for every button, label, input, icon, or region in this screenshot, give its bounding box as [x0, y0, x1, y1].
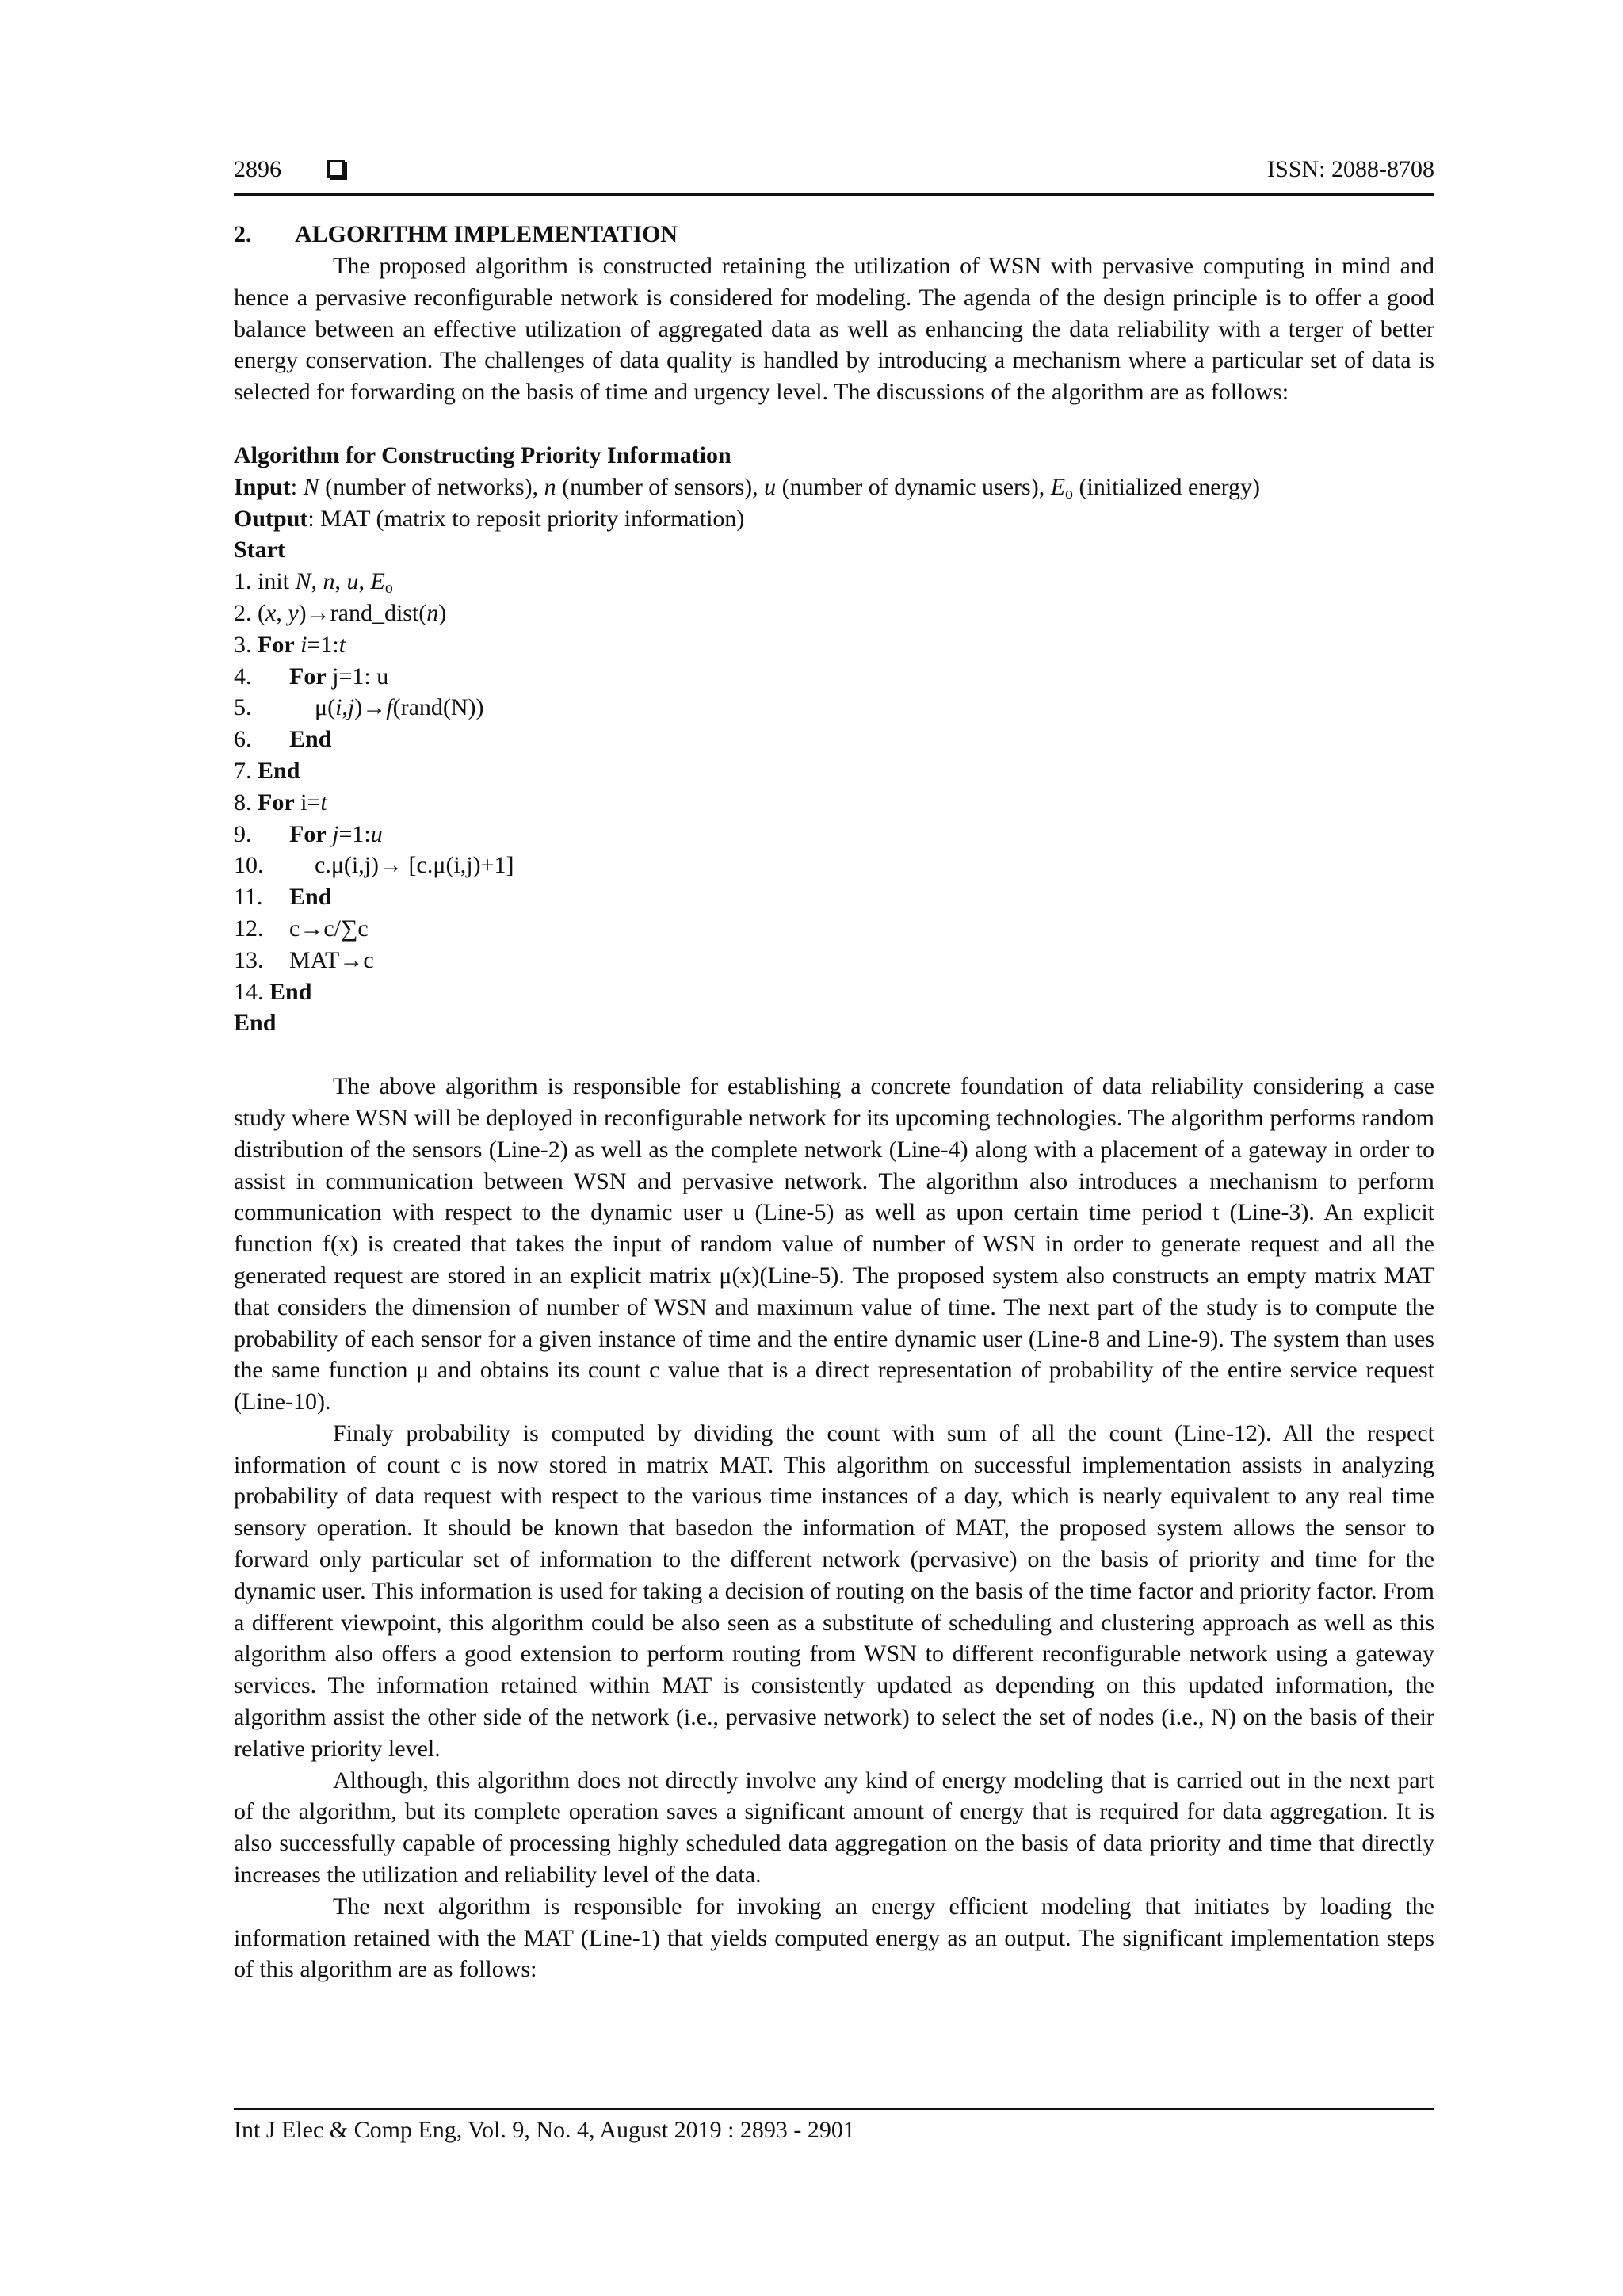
input-var-n: n: [544, 473, 556, 500]
algorithm-output: [234, 503, 1434, 535]
page-header: [234, 153, 1434, 186]
page-number: 2896: [234, 156, 281, 182]
body-paragraph-3: Although, this algorithm does not directly involve any kind of energy modeling that is carried out in the next part of the algorithm, but its complete operation saves a significant amount of energy that is required for data aggregation. It is also successfully capable of processing highly scheduled data aggregation on the basis of data priority and time that directly increases the utilization and reliability level of the data.: [234, 1767, 1434, 1889]
footer-rule: [234, 2108, 1434, 2110]
input-var-E-sub: o: [1065, 484, 1074, 502]
page-content: [234, 219, 1434, 1985]
algorithm-step: 12. c→c/∑c: [234, 915, 369, 942]
start-label: Start: [234, 537, 285, 563]
algorithm-steps: [234, 566, 1434, 1007]
algorithm-step: 1. init N, n, u, $E_o$: [234, 568, 393, 598]
input-desc-N: (number of networks),: [319, 473, 544, 500]
input-var-N: N: [303, 473, 319, 500]
algorithm-step: 6. End: [234, 726, 332, 753]
header-rule: [234, 193, 1434, 196]
algorithm-step: 5. μ(i,j)→f(rand(N)): [234, 694, 484, 721]
algorithm-step: 10. c.μ(i,j)→ [c.μ(i,j)+1]: [234, 852, 514, 879]
output-text: : MAT (matrix to reposit priority information): [307, 505, 745, 532]
input-desc-E: (initialized energy): [1073, 473, 1261, 500]
algorithm-step: 9. For j=1:u: [234, 820, 383, 847]
input-label: Input: [234, 473, 291, 500]
algorithm-step: 13. MAT→c: [234, 946, 374, 973]
journal-issn: ISSN: 2088-8708: [1267, 156, 1434, 182]
section-heading: [234, 219, 1434, 250]
input-desc-n: (number of sensors),: [556, 473, 765, 500]
algorithm-title: Algorithm for Constructing Priority Information: [234, 441, 731, 468]
algorithm-step: 7. End: [234, 757, 300, 784]
algorithm-step: 3. For i=1:t: [234, 631, 346, 658]
body-paragraph-2: Finaly probability is computed by dividing the count with sum of all the count (Line-12). All the respect information of count c is now stored in matrix MAT. This algorithm on successful implementation assists in analyzing probability of data request with respect to the various time instances of a day, which is nearly equivalent to any real time sensory operation. It should be known that basedon the information of MAT, the proposed system allows the sensor to forward only particular set of information to the different network (pervasive) on the basis of priority and time for the dynamic user. This information is used for taking a decision of routing on the basis of the time factor and priority factor. From a different viewpoint, this algorithm could be also seen as a substitute of scheduling and clustering approach as well as this algorithm also offers a good extension to perform routing from WSN to different reconfigurable network using a gateway services. The information retained within MAT is consistently updated as depending on this updated information, the algorithm assist the other side of the network (i.e., pervasive network) to select the set of nodes (i.e., N) on the basis of their relative priority level.: [234, 1419, 1434, 1762]
input-var-E: E: [1050, 473, 1066, 500]
algorithm-start: [234, 534, 1434, 566]
algorithm-step: 14. End: [234, 978, 312, 1005]
algorithm-step: 4. For j=1: u: [234, 663, 389, 690]
body-paragraph-4: The next algorithm is responsible for invoking an energy efficient modeling that initiates by loading the information retained with the MAT (Line-1) that yields computed energy as an output. The significant implementation steps of this algorithm are as follows:: [234, 1893, 1434, 1983]
algorithm-step: 8. For i=t: [234, 789, 327, 816]
journal-citation: Int J Elec & Comp Eng, Vol. 9, No. 4, August 2019 : 2893 - 2901: [234, 2117, 855, 2143]
input-desc-u: (number of dynamic users),: [776, 473, 1051, 500]
algorithm-step: 11. End: [234, 884, 332, 911]
box-bullet-icon: [327, 160, 345, 178]
input-var-u: u: [764, 473, 777, 500]
end-label: End: [234, 1010, 277, 1037]
algorithm-input: Input: N (number of networks), n (number of sensors), u (number of dynamic users), $E_o$ (initialized energy): [234, 473, 1261, 502]
section-number: 2.: [234, 221, 252, 247]
paper-page: [234, 0, 1434, 2296]
intro-paragraph: The proposed algorithm is constructed retaining the utilization of WSN with pervasive computing in mind and hence a pervasive reconfigurable network is considered for modeling. The agenda of the design principle is to offer a good balance between an effective utilization of aggregated data as well as enhancing the data reliability with a terger of better energy conservation. The challenges of data quality is handled by introducing a mechanism where a particular set of data is selected for forwarding on the basis of time and urgency level. The discussions of the algorithm are as follows:: [234, 253, 1434, 406]
algorithm-end: [234, 1007, 1434, 1039]
section-title: ALGORITHM IMPLEMENTATION: [295, 221, 678, 247]
body-paragraph-1: The above algorithm is responsible for establishing a concrete foundation of data reliability considering a case study where WSN will be deployed in reconfigurable network for its upcoming technologies. The algorithm performs random distribution of the sensors (Line-2) as well as the complete network (Line-4) along with a placement of a gateway in order to assist in communication between WSN and pervasive network. The algorithm also introduces a mechanism to perform communication with respect to the dynamic user u (Line-5) as well as upon certain time period t (Line-3). An explicit function f(x) is created that takes the input of random value of number of WSN in order to generate request and all the generated request are stored in an explicit matrix μ(x)(Line-5). The proposed system also constructs an empty matrix MAT that considers the dimension of number of WSN and maximum value of time. The next part of the study is to compute the probability of each sensor for a given instance of time and the entire dynamic user (Line-8 and Line-9). The system than uses the same function μ and obtains its count c value that is a direct representation of probability of the entire service request (Line-10).: [234, 1073, 1434, 1415]
output-label: Output: [234, 505, 308, 532]
algorithm-step: 2. (x, y)→rand_dist(n): [234, 599, 447, 626]
